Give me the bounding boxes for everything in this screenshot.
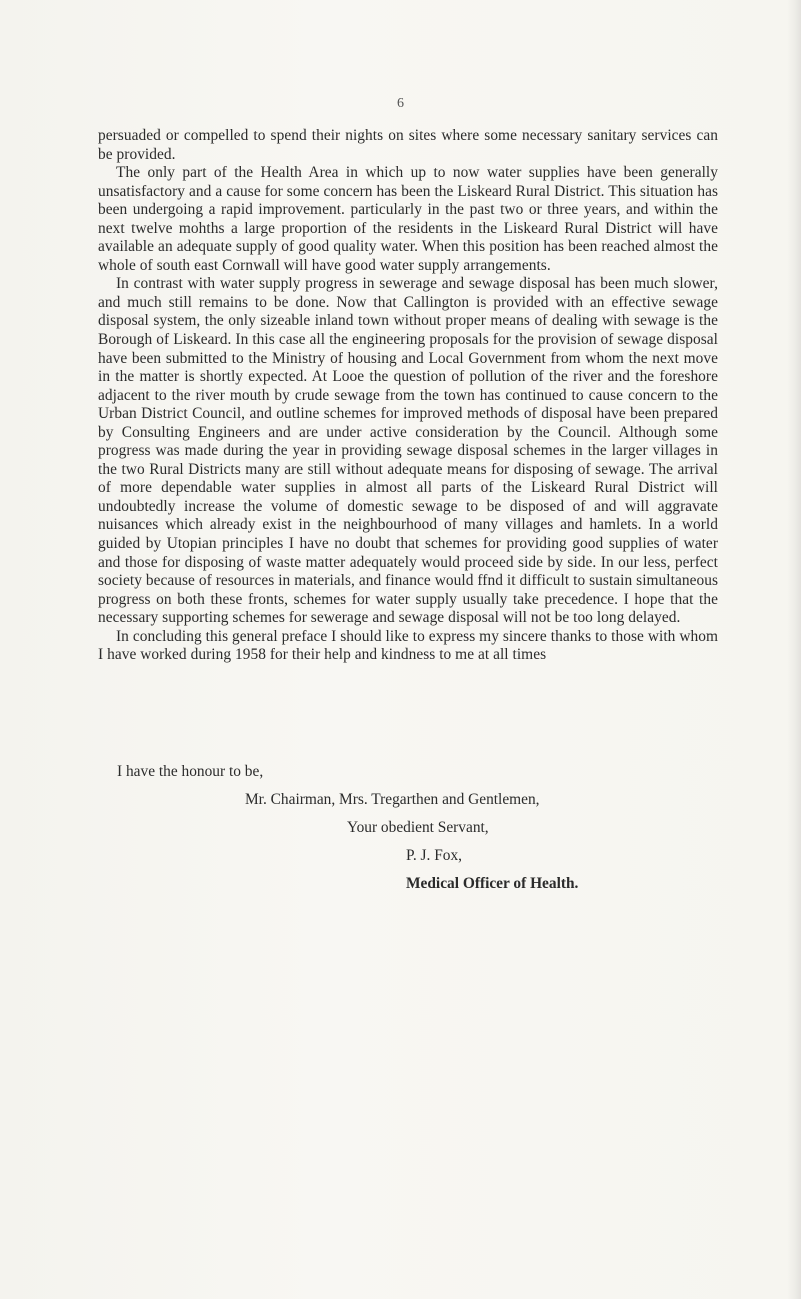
- closing-address-line: Mr. Chairman, Mrs. Tregarthen and Gentlemen,: [245, 791, 540, 808]
- page-number: 6: [397, 96, 404, 111]
- paragraph-thanks: In concluding this general preface I should like to express my sincere thanks to those with whom I have worked during 1958 for their help and kindness to me at all times: [98, 627, 718, 664]
- letter-body: [98, 127, 718, 665]
- signatory-name: P. J. Fox,: [406, 847, 463, 864]
- closing-honour-line: I have the honour to be,: [117, 763, 264, 780]
- closing-servant-line: Your obedient Servant,: [347, 819, 489, 836]
- paragraph-continuation: persuaded or compelled to spend their nights on sites where some necessary sanitary services can be provided.: [98, 127, 718, 163]
- signatory-title: Medical Officer of Health.: [406, 875, 579, 892]
- paragraph-water-supply: The only part of the Health Area in which up to now water supplies have been generally unsatisfactory and a cause for some concern has been the Liskeard Rural District. This situation has been undergoing a rapid improvement. particularly in the past two or three years, and within the next twelve mohths a large proportion of the residents in the Liskeard Rural District will have available an adequate supply of good quality water. When this position has been reached almost the whole of south east Cornwall will have good water supply arrangements.: [98, 164, 718, 274]
- page-edge-shadow: [787, 0, 801, 1299]
- paragraph-sewerage: In contrast with water supply progress in sewerage and sewage disposal has been much slower, and much still remains to be done. Now that Callington is provided with an effective sewage disposal system, the only sizeable inland town without proper means of dealing with sewage is the Borough of Liskeard. In this case all the engineering proposals for the provision of sewage disposal have been submitted to the Ministry of housing and Local Government from whom the next move in the matter is shortly expected. At Looe the question of pollution of the river and the foreshore adjacent to the river mouth by crude sewage from the town has continued to cause concern to the Urban District Council, and outline schemes for improved methods of disposal have been prepared by Consulting Engineers and are under active consideration by the Council. Although some progress was made during the year in providing sewage disposal schemes in the larger villages in the two Rural Districts many are still without adequate means for disposing of sewage. The arrival of more dependable water supplies in almost all parts of the Liskeard Rural District will undoubtedly increase the volume of domestic sewage to be disposed of and will aggravate nuisances which already exist in the neighbourhood of many villages and hamlets. In a world guided by Utopian principles I have no doubt that schemes for providing good supplies of water and those for disposing of waste matter adequately would proceed side by side. In our less, perfect society because of resources in materials, and finance would ffnd it difficult to sustain simultaneous progress on both these fronts, schemes for water supply usually take precedence. I hope that the necessary supporting schemes for sewerage and sewage disposal will not be too long delayed.: [98, 275, 718, 627]
